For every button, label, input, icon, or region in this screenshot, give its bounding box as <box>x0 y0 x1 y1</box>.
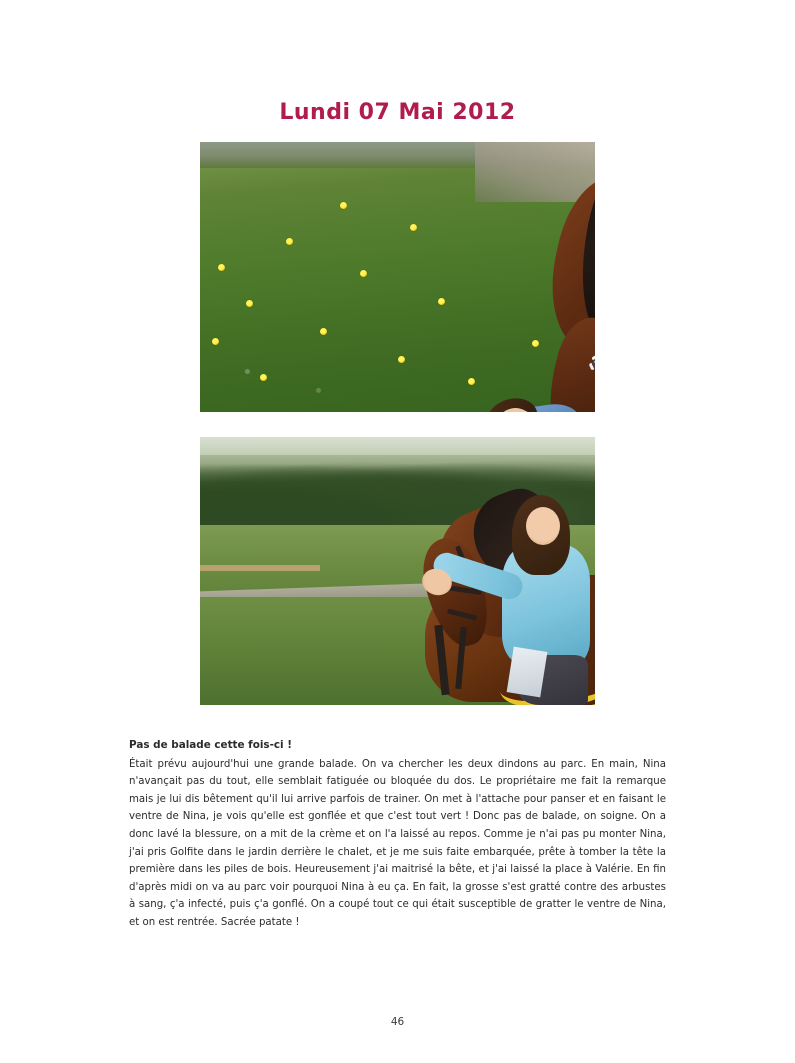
lede-line: Pas de balade cette fois-ci ! <box>129 739 292 751</box>
page-title: Lundi 07 Mai 2012 <box>279 100 516 125</box>
page-number: 46 <box>390 1016 405 1028</box>
article-text <box>129 737 666 932</box>
dandelion-icon <box>410 224 417 231</box>
photo-girl-lying-with-horse-in-meadow <box>200 142 595 412</box>
dandelion-icon <box>246 300 253 307</box>
paper-sheet <box>507 647 548 698</box>
dandelion-icon <box>212 338 219 345</box>
girl-head <box>526 507 560 545</box>
dandelion-icon <box>398 356 405 363</box>
dandelion-icon <box>320 328 327 335</box>
dandelion-icon <box>468 378 475 385</box>
dandelion-icon <box>360 270 367 277</box>
dandelion-icon <box>438 298 445 305</box>
body-paragraph: Était prévu aujourd'hui une grande balade. On va chercher les deux dindons au parc. En main, Nina n'avançait pas du tout, elle semblait fatiguée ou bloquée du dos. Le propriétaire me fait la remarque mais je lui dis bêtement qu'il lui arrive parfois de trainer. On met à l'attache pour panser et en faisant le ventre de Nina, je vois qu'elle est gonflée et que c'est tout vert ! Donc pas de balade, on soigne. On a donc lavé la blessure, on a mit de la crème et on l'a laissé au repos. Comme je n'ai pas pu monter Nina, j'ai pris Golfite dans le jardin derrière le chalet, et je me suis faite embarquée, prête à tomber la tête la première dans les piles de bois. Heureusement j'ai maitrisé la bête, et j'ai laissé la place à Valérie. En fin d'après midi on va au parc voir pourquoi Nina à eu ça. En fait, la grosse s'est gratté contre des arbustes à sang, ç'a infecté, puis ç'a gonflé. On a coupé tout ce qui était susceptible de gratter le ventre de Nina, et on est rentrée. Sacrée patate ! <box>129 758 666 928</box>
dandelion-icon <box>218 264 225 271</box>
photo-girl-petting-bay-horse <box>200 437 595 705</box>
dandelion-icon <box>286 238 293 245</box>
dandelion-icon <box>340 202 347 209</box>
dandelion-icon <box>260 374 267 381</box>
background-fence <box>200 565 320 571</box>
